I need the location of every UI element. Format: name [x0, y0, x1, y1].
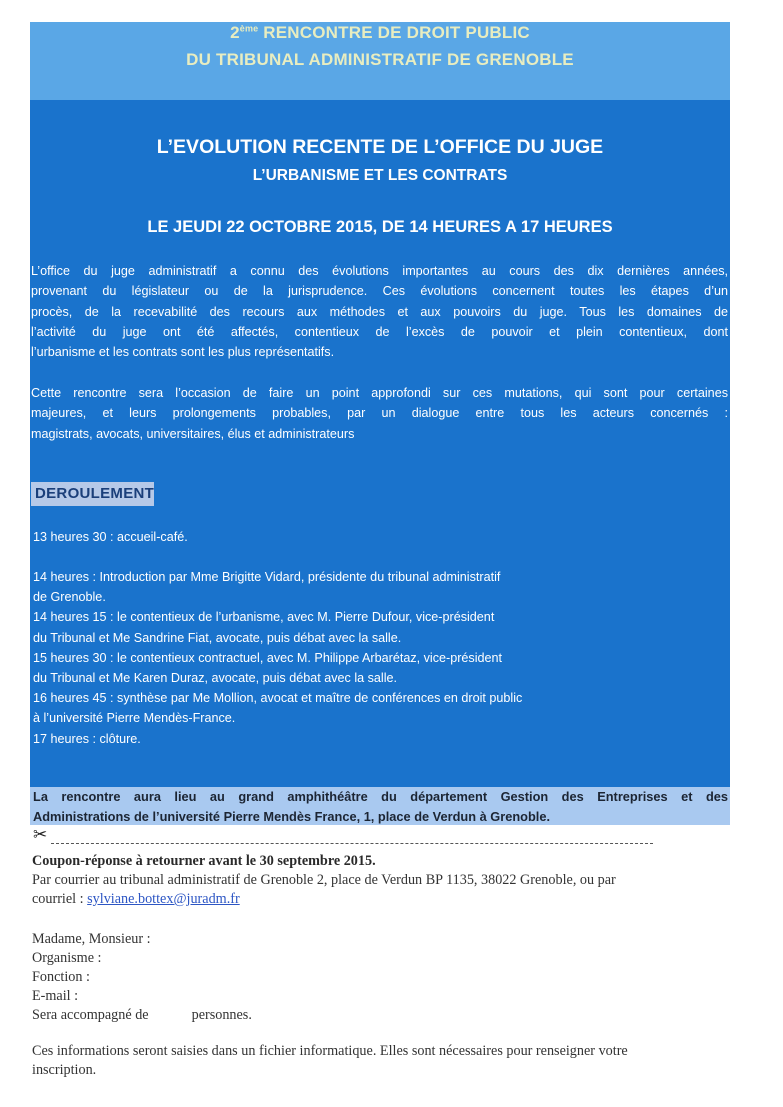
notice-line: inscription.: [32, 1062, 97, 1078]
coupon-line: Par courrier au tribunal administratif de Grenoble 2, place de Verdun BP 1135, 38022 Grenoble, ou par: [32, 872, 616, 888]
schedule-line: 14 heures : Introduction par Mme Brigitte Vidard, présidente du tribunal administratif: [33, 570, 501, 584]
intro-line: l’urbanisme et les contrats sont les plus représentatifs.: [31, 345, 335, 360]
field-fonction: Fonction :: [32, 969, 90, 985]
second-paragraph: [31, 383, 728, 444]
schedule-line: du Tribunal et Me Sandrine Fiat, avocate, puis débat avec la salle.: [33, 630, 402, 645]
schedule-first: 13 heures 30 : accueil-café.: [33, 530, 188, 544]
cut-line: [33, 825, 653, 845]
second-line: magistrats, avocats, universitaires, élus et administrateurs: [31, 426, 355, 441]
dashed-divider: [51, 843, 653, 844]
intro-line: provenant du législateur ou de la jurisprudence. Ces évolutions concernent toutes les étapes d’un: [31, 284, 728, 299]
field-email: E-mail :: [32, 988, 79, 1004]
field-name: Madame, Monsieur :: [32, 931, 151, 947]
intro-line: procès, de la recevabilité des recours aux méthodes et aux pouvoirs du juge. Tous les domaines de: [31, 304, 728, 319]
schedule-list: [33, 567, 522, 749]
coupon-email-line: [32, 890, 732, 909]
notice-text: [32, 1042, 732, 1080]
intro-paragraph: [31, 261, 728, 362]
subtitle: L’URBANISME ET LES CONTRATS: [252, 167, 508, 184]
venue-text: [33, 787, 728, 827]
date-line: LE JEUDI 22 OCTOBRE 2015, DE 14 HEURES A 17 HEURES: [147, 218, 613, 236]
field-accompanied: [32, 1006, 252, 1025]
schedule-line: 14 heures 15 : le contentieux de l’urbanisme, avec M. Pierre Dufour, vice-président: [33, 610, 495, 625]
header-title-line1: 2ème RENCONTRE DE DROIT PUBLIC: [230, 23, 530, 42]
schedule-line: 16 heures 45 : synthèse par Me Mollion, avocat et maître de conférences en droit public: [33, 691, 523, 706]
email-prefix: courriel :: [32, 891, 88, 907]
venue-line: Administrations de l’université Pierre Mendès France, 1, place de Verdun à Grenoble.: [33, 809, 551, 824]
schedule-line: du Tribunal et Me Karen Duraz, avocate, puis débat avec la salle.: [33, 671, 398, 686]
form-fields: [32, 930, 252, 1025]
intro-line: L’office du juge administratif a connu des évolutions importantes au cours des dix dernières années,: [31, 264, 728, 278]
schedule-line: à l’université Pierre Mendès-France.: [33, 711, 236, 726]
accompanied-suffix: personnes.: [191, 1007, 252, 1023]
schedule-line: 15 heures 30 : le contentieux contractuel, avec M. Philippe Arbarétaz, vice-président: [33, 650, 503, 665]
coupon-title: Coupon-réponse à retourner avant le 30 septembre 2015.: [32, 853, 376, 869]
accompanied-prefix: Sera accompagné de: [32, 1007, 149, 1023]
header-title-line2: DU TRIBUNAL ADMINISTRATIF DE GRENOBLE: [186, 50, 574, 69]
second-line: Cette rencontre sera l’occasion de faire un point approfondi sur ces mutations, qui sont pour certaines: [31, 386, 728, 400]
notice-line: Ces informations seront saisies dans un fichier informatique. Elles sont nécessaires pour renseigner votre: [32, 1043, 628, 1059]
venue-line: La rencontre aura lieu au grand amphithéâtre du département Gestion des Entreprises et des: [33, 789, 728, 804]
second-line: majeures, et leurs prolongements probables, par un dialogue entre tous les acteurs concernés :: [31, 406, 728, 421]
main-title: L’EVOLUTION RECENTE DE L’OFFICE DU JUGE: [156, 136, 604, 158]
coupon-block: [32, 852, 732, 909]
scissors-icon: ✂: [33, 825, 48, 845]
schedule-line: 17 heures : clôture.: [33, 731, 141, 746]
intro-line: l’activité du juge ont été affectés, contentieux de l’excès de pouvoir et plein contentieux, dont: [31, 324, 728, 339]
schedule-line: de Grenoble.: [33, 590, 106, 605]
deroulement-heading: DEROULEMENT: [31, 482, 154, 506]
field-organisme: Organisme :: [32, 950, 102, 966]
email-link[interactable]: sylviane.bottex@juradm.fr: [87, 891, 240, 907]
